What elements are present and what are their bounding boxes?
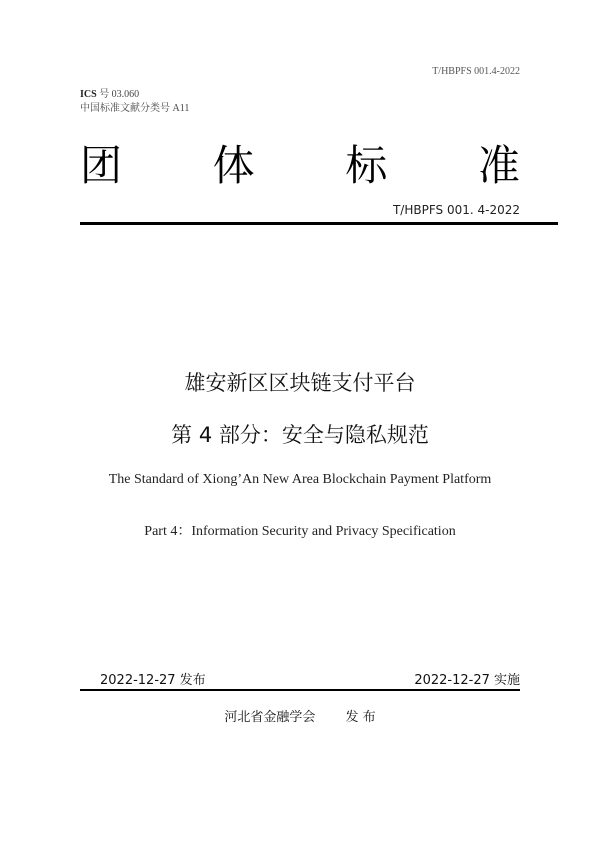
issuer-name: 河北省金融学会 bbox=[224, 710, 316, 725]
chinese-title-line-1: 雄安新区区块链支付平台 bbox=[184, 371, 416, 395]
chinese-title-line-2: 第 4 部分：安全与隐私规范 bbox=[171, 423, 429, 447]
title-char: 体 bbox=[212, 141, 255, 190]
document-type-title bbox=[80, 140, 520, 192]
ccs-line: 中国标准文献分类号 A11 bbox=[80, 103, 190, 114]
ics-value: 号 03.060 bbox=[99, 89, 140, 100]
title-char: 标 bbox=[345, 141, 388, 190]
title-char: 准 bbox=[477, 141, 520, 190]
ics-line bbox=[80, 88, 189, 102]
top-standard-code: T/HBPFS 001.4-2022 bbox=[432, 66, 520, 77]
title-char: 团 bbox=[80, 141, 123, 190]
issuer-action: 发 布 bbox=[345, 710, 376, 725]
implement-date: 2022-12-27 实施 bbox=[414, 673, 520, 688]
top-divider bbox=[80, 222, 558, 225]
publish-date: 2022-12-27 发布 bbox=[100, 673, 206, 688]
bottom-divider bbox=[80, 689, 520, 691]
issuer-line bbox=[0, 706, 600, 725]
standard-number: T/HBPFS 001. 4-2022 bbox=[392, 203, 520, 217]
ics-label: ICS bbox=[80, 89, 97, 100]
english-title-line-2: Part 4：Information Security and Privacy Specification bbox=[144, 524, 456, 539]
english-title-line-1: The Standard of Xiong’An New Area Blockchain Payment Platform bbox=[108, 472, 492, 487]
classification-block bbox=[80, 88, 189, 116]
